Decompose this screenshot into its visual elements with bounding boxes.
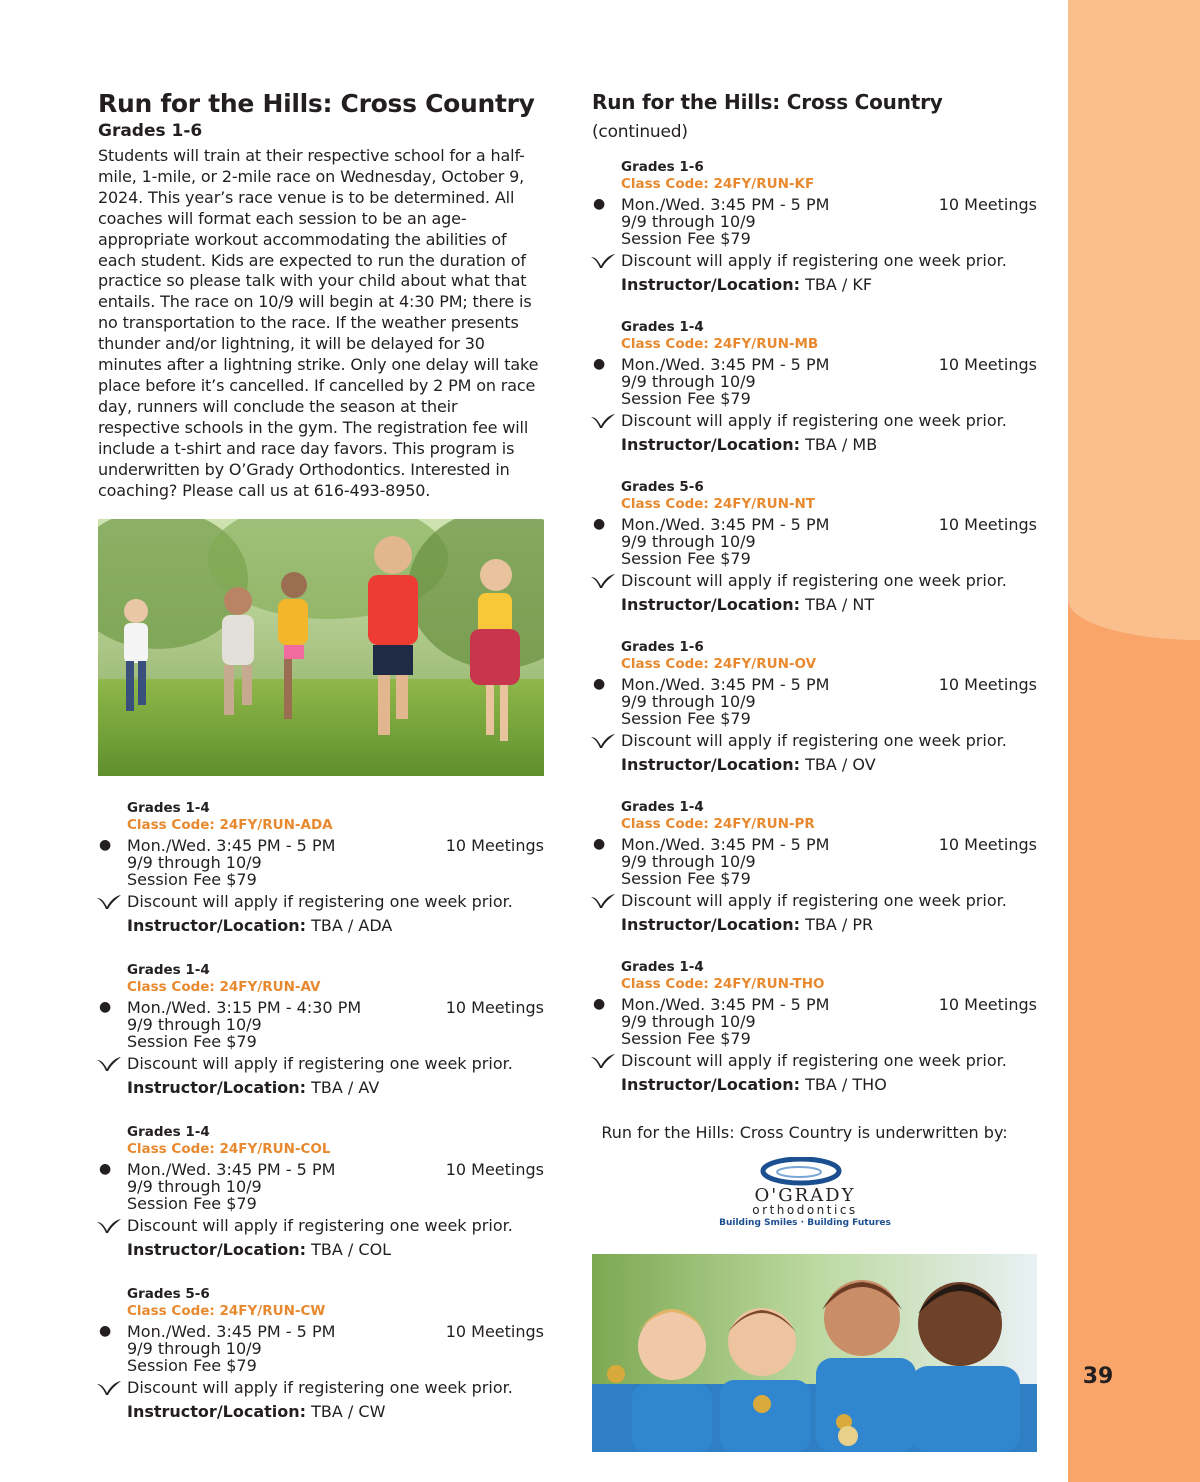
session-time: Mon./Wed. 3:45 PM - 5 PM — [621, 195, 830, 214]
session-schedule — [99, 836, 544, 856]
session-instructor — [127, 916, 544, 936]
checkmark-icon — [591, 734, 615, 748]
class-session-ov — [592, 639, 1037, 775]
logo-name: O'GRADY — [754, 1185, 855, 1206]
session-discount-text: Discount will apply if registering one week prior. — [621, 251, 1007, 270]
session-discount — [621, 891, 1037, 911]
class-session-kf — [592, 159, 1037, 295]
page-side-band — [1068, 0, 1200, 1482]
session-time: Mon./Wed. 3:45 PM - 5 PM — [127, 1160, 336, 1180]
session-discount — [621, 1051, 1037, 1071]
program-description: Students will train at their respective school for a half-mile, 1-mile, or 2-mile race on Wednesday, October 9, 2024. This year’s race venue is to be determined. All coaches will format each session to be an age-appropriate workout accommodating the abilities of each student. Kids are expected to run the duration of practice so please talk with your child about what that entails. The race on 10/9 will begin at 4:30 PM; there is no transportation to the race. If the weather presents thunder and/or lightning, it will be delayed for 30 minutes after a lightning strike. Only one delay will take place before it’s cancelled. If cancelled by 2 PM on race day, runners will conclude the season at their respective schools in the gym. The registration fee will include a t-shirt and race day favors. This program is underwritten by O’Grady Orthodontics. Interested in coaching? Please call us at 616-493-8950. — [98, 146, 539, 500]
session-discount-text: Discount will apply if registering one week prior. — [621, 731, 1007, 750]
bullet-icon: ● — [593, 356, 606, 372]
kids-medals-photo — [592, 1254, 1037, 1452]
class-session-nt — [592, 479, 1037, 615]
session-meetings: 10 Meetings — [938, 675, 1037, 694]
session-grades: Grades 5-6 — [127, 1286, 210, 1303]
session-discount — [621, 251, 1037, 271]
session-discount — [127, 1054, 544, 1074]
session-grades: Grades 1-4 — [127, 962, 210, 979]
session-schedule — [593, 995, 1037, 1014]
session-class-code: Class Code: 24FY/RUN-AV — [127, 979, 321, 996]
session-discount — [621, 411, 1037, 431]
session-schedule — [593, 195, 1037, 214]
session-grades: Grades 5-6 — [621, 479, 704, 495]
logo-tagline: Building Smiles · Building Futures — [718, 1218, 891, 1227]
session-dates: 9/9 through 10/9 — [127, 1015, 262, 1035]
bullet-icon: ● — [99, 837, 112, 854]
session-instructor-label: Instructor/Location: — [621, 915, 801, 934]
session-schedule — [99, 1160, 544, 1180]
checkmark-icon — [591, 1054, 615, 1068]
session-dates: 9/9 through 10/9 — [127, 1339, 262, 1359]
session-discount-text: Discount will apply if registering one week prior. — [127, 1054, 513, 1074]
session-grades: Grades 1-4 — [621, 319, 704, 335]
session-discount-text: Discount will apply if registering one week prior. — [127, 892, 513, 912]
session-instructor-value: TBA / KF — [805, 275, 873, 294]
session-schedule — [593, 355, 1037, 374]
session-class-code: Class Code: 24FY/RUN-ADA — [127, 817, 333, 834]
continued-suffix: (continued) — [592, 122, 688, 142]
underwritten-note: Run for the Hills: Cross Country is underwritten by: — [601, 1123, 1008, 1142]
ogrady-orthodontics-logo — [715, 1157, 895, 1227]
session-instructor — [127, 1402, 544, 1422]
logo-sub: orthodontics — [751, 1203, 858, 1217]
kids-running-photo — [98, 519, 544, 776]
session-instructor — [621, 435, 1037, 455]
class-session-av — [98, 962, 544, 1098]
session-fee: Session Fee $79 — [621, 229, 751, 248]
session-class-code: Class Code: 24FY/RUN-MB — [621, 336, 819, 352]
session-instructor-label: Instructor/Location: — [127, 1078, 307, 1098]
session-meetings: 10 Meetings — [938, 195, 1037, 214]
session-grades: Grades 1-6 — [621, 639, 704, 655]
session-fee: Session Fee $79 — [621, 549, 751, 568]
session-meetings: 10 Meetings — [445, 1322, 544, 1342]
continued-title — [592, 88, 1037, 146]
session-schedule — [593, 835, 1037, 854]
left-column — [98, 88, 544, 1422]
session-instructor — [621, 1075, 1037, 1095]
session-fee: Session Fee $79 — [621, 1029, 751, 1048]
session-dates: 9/9 through 10/9 — [127, 853, 262, 873]
session-instructor-label: Instructor/Location: — [127, 1240, 307, 1260]
session-meetings: 10 Meetings — [938, 995, 1037, 1014]
session-fee: Session Fee $79 — [127, 1032, 257, 1052]
session-dates: 9/9 through 10/9 — [127, 1177, 262, 1197]
session-discount-text: Discount will apply if registering one week prior. — [621, 1051, 1007, 1070]
bullet-icon: ● — [99, 1161, 112, 1178]
session-discount-text: Discount will apply if registering one week prior. — [127, 1378, 513, 1398]
bullet-icon: ● — [593, 836, 606, 852]
right-column — [592, 88, 1037, 1452]
session-discount — [621, 571, 1037, 591]
session-class-code: Class Code: 24FY/RUN-THO — [621, 976, 825, 992]
session-dates: 9/9 through 10/9 — [621, 1012, 756, 1031]
session-discount-text: Discount will apply if registering one week prior. — [621, 571, 1007, 590]
bullet-icon: ● — [99, 1323, 112, 1340]
checkmark-icon — [97, 1381, 121, 1395]
left-session-list — [98, 800, 544, 1422]
bullet-icon: ● — [99, 999, 112, 1016]
session-instructor-label: Instructor/Location: — [127, 1402, 307, 1422]
session-instructor-value: TBA / CW — [311, 1402, 386, 1422]
session-meetings: 10 Meetings — [445, 836, 544, 856]
session-schedule — [99, 1322, 544, 1342]
session-dates: 9/9 through 10/9 — [621, 372, 756, 391]
checkmark-icon — [591, 254, 615, 268]
session-dates: 9/9 through 10/9 — [621, 532, 756, 551]
session-grades: Grades 1-4 — [127, 800, 210, 817]
session-time: Mon./Wed. 3:45 PM - 5 PM — [621, 675, 830, 694]
session-instructor — [621, 595, 1037, 615]
checkmark-icon — [97, 1219, 121, 1233]
session-instructor-label: Instructor/Location: — [621, 1075, 801, 1094]
session-dates: 9/9 through 10/9 — [621, 852, 756, 871]
session-dates: 9/9 through 10/9 — [621, 692, 756, 711]
checkmark-icon — [591, 414, 615, 428]
session-class-code: Class Code: 24FY/RUN-COL — [127, 1141, 331, 1158]
session-time: Mon./Wed. 3:45 PM - 5 PM — [127, 836, 336, 856]
program-grades: Grades 1-6 — [98, 121, 203, 141]
class-session-tho — [592, 959, 1037, 1095]
session-schedule — [593, 515, 1037, 534]
session-instructor — [621, 275, 1037, 295]
checkmark-icon — [591, 894, 615, 908]
session-class-code: Class Code: 24FY/RUN-NT — [621, 496, 815, 512]
session-grades: Grades 1-4 — [621, 799, 704, 815]
right-session-list — [592, 159, 1037, 1095]
session-discount — [621, 731, 1037, 751]
session-discount-text: Discount will apply if registering one week prior. — [127, 1216, 513, 1236]
continued-title-text: Run for the Hills: Cross Country — [592, 90, 943, 114]
session-instructor — [127, 1078, 544, 1098]
session-instructor-value: TBA / COL — [311, 1240, 392, 1260]
bullet-icon: ● — [593, 996, 606, 1012]
checkmark-icon — [97, 895, 121, 909]
session-class-code: Class Code: 24FY/RUN-KF — [621, 176, 815, 192]
session-instructor-label: Instructor/Location: — [621, 755, 801, 774]
session-instructor-label: Instructor/Location: — [621, 595, 801, 614]
session-fee: Session Fee $79 — [127, 1194, 257, 1214]
session-discount-text: Discount will apply if registering one week prior. — [621, 891, 1007, 910]
session-time: Mon./Wed. 3:15 PM - 4:30 PM — [127, 998, 362, 1018]
session-meetings: 10 Meetings — [938, 835, 1037, 854]
session-fee: Session Fee $79 — [621, 389, 751, 408]
page-side-band-top — [1068, 0, 1200, 640]
session-meetings: 10 Meetings — [938, 355, 1037, 374]
session-fee: Session Fee $79 — [621, 709, 751, 728]
session-instructor — [621, 915, 1037, 935]
session-time: Mon./Wed. 3:45 PM - 5 PM — [621, 355, 830, 374]
class-session-pr — [592, 799, 1037, 935]
class-session-cw — [98, 1286, 544, 1422]
session-schedule — [593, 675, 1037, 694]
session-meetings: 10 Meetings — [445, 998, 544, 1018]
session-instructor — [621, 755, 1037, 775]
session-instructor-label: Instructor/Location: — [621, 275, 801, 294]
class-session-ada — [98, 800, 544, 936]
session-instructor-value: TBA / OV — [805, 755, 876, 774]
session-instructor-label: Instructor/Location: — [621, 435, 801, 454]
session-grades: Grades 1-4 — [621, 959, 704, 975]
session-time: Mon./Wed. 3:45 PM - 5 PM — [621, 515, 830, 534]
session-fee: Session Fee $79 — [621, 869, 751, 888]
session-time: Mon./Wed. 3:45 PM - 5 PM — [621, 995, 830, 1014]
session-fee: Session Fee $79 — [127, 870, 257, 890]
page-number: 39 — [1082, 1364, 1114, 1389]
session-instructor-value: TBA / AV — [311, 1078, 380, 1098]
class-session-mb — [592, 319, 1037, 455]
session-grades: Grades 1-4 — [127, 1124, 210, 1141]
session-discount — [127, 1216, 544, 1236]
session-instructor-label: Instructor/Location: — [127, 916, 307, 936]
class-session-col — [98, 1124, 544, 1260]
bullet-icon: ● — [593, 196, 606, 212]
session-discount — [127, 1378, 544, 1398]
session-discount-text: Discount will apply if registering one week prior. — [621, 411, 1007, 430]
session-grades: Grades 1-6 — [621, 159, 704, 175]
session-fee: Session Fee $79 — [127, 1356, 257, 1376]
session-instructor-value: TBA / THO — [805, 1075, 887, 1094]
session-instructor-value: TBA / PR — [805, 915, 874, 934]
session-class-code: Class Code: 24FY/RUN-PR — [621, 816, 815, 832]
session-meetings: 10 Meetings — [445, 1160, 544, 1180]
session-discount — [127, 892, 544, 912]
checkmark-icon — [97, 1057, 121, 1071]
session-time: Mon./Wed. 3:45 PM - 5 PM — [621, 835, 830, 854]
bullet-icon: ● — [593, 676, 606, 692]
session-instructor-value: TBA / NT — [805, 595, 875, 614]
bullet-icon: ● — [593, 516, 606, 532]
session-schedule — [99, 998, 544, 1018]
session-instructor — [127, 1240, 544, 1260]
page-title: Run for the Hills: Cross Country — [98, 89, 535, 118]
checkmark-icon — [591, 574, 615, 588]
session-time: Mon./Wed. 3:45 PM - 5 PM — [127, 1322, 336, 1342]
session-class-code: Class Code: 24FY/RUN-OV — [621, 656, 817, 672]
session-instructor-value: TBA / MB — [805, 435, 878, 454]
session-meetings: 10 Meetings — [938, 515, 1037, 534]
session-class-code: Class Code: 24FY/RUN-CW — [127, 1303, 326, 1320]
session-instructor-value: TBA / ADA — [311, 916, 393, 936]
session-dates: 9/9 through 10/9 — [621, 212, 756, 231]
